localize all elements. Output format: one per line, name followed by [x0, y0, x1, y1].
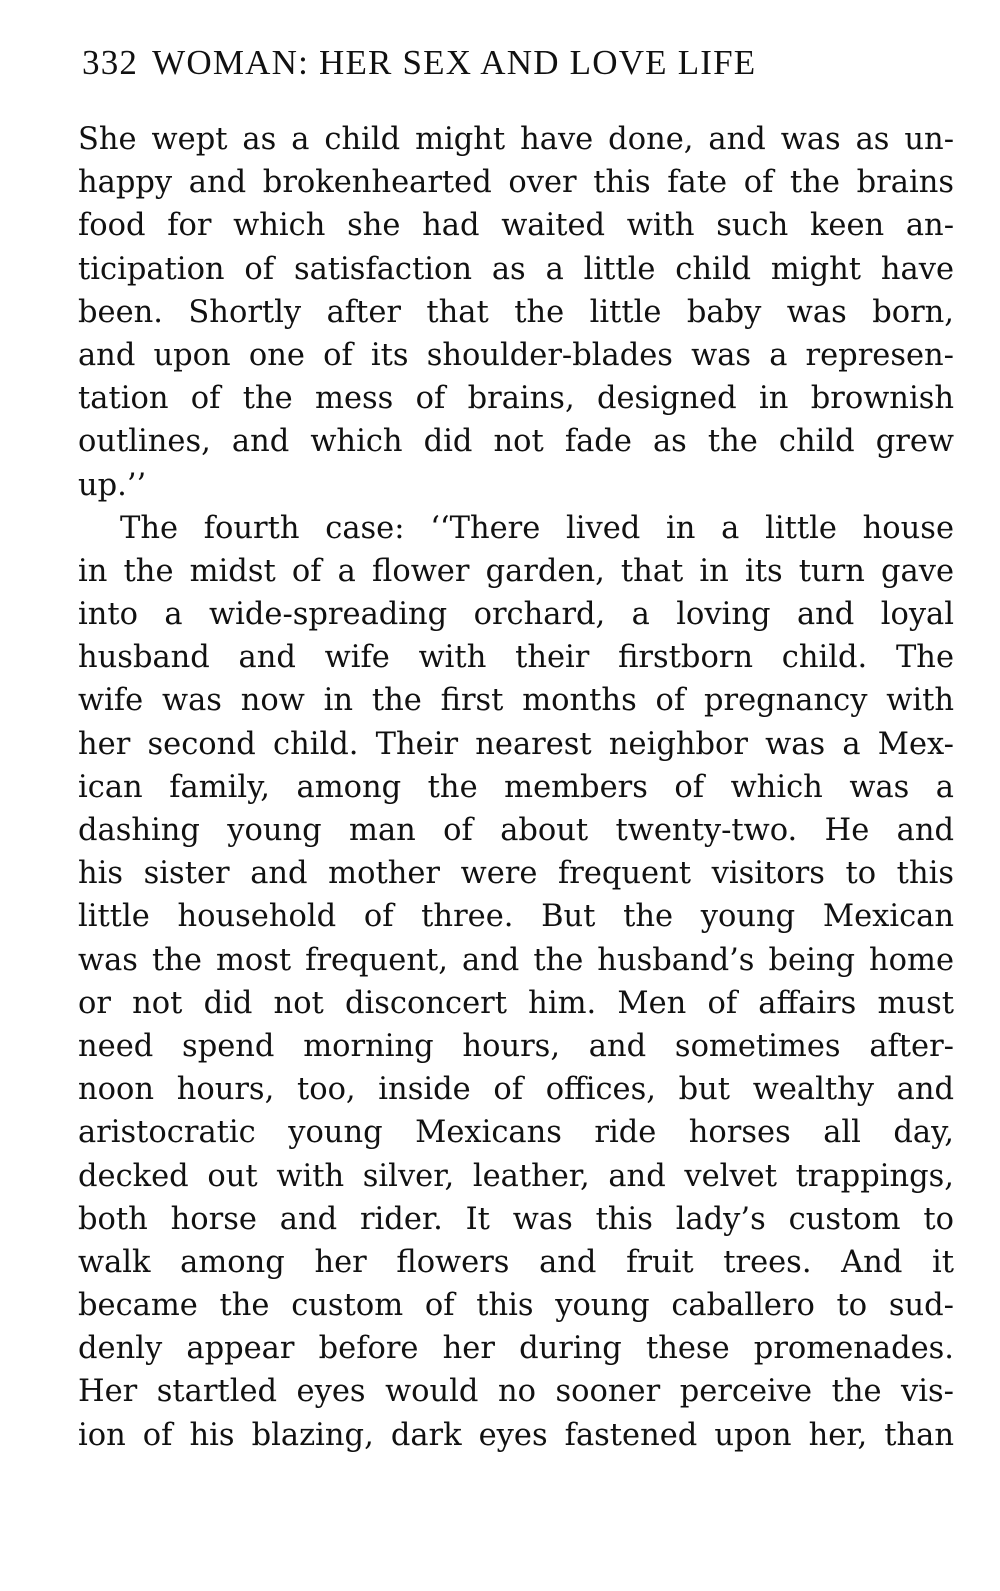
text-line: into a wide-spreading orchard, a loving and loyal: [78, 597, 954, 633]
text-line: decked out with silver, leather, and velvet trappings,: [78, 1158, 954, 1194]
text-line: She wept as a child might have done, and was as un-: [78, 122, 954, 157]
text-line: both horse and rider. It was this lady’s custom to: [78, 1201, 954, 1237]
text-line: was the most frequent, and the husband’s being home: [78, 942, 954, 978]
text-line: dashing young man of about twenty-two. He and: [78, 813, 954, 848]
text-line: up.’’: [78, 467, 147, 503]
text-line: need spend morning hours, and sometimes after-: [78, 1028, 954, 1064]
text-line: became the custom of this young caballero to sud-: [78, 1288, 954, 1324]
text-line: and upon one of its shoulder-blades was a represen-: [78, 337, 954, 373]
text-line: her second child. Their nearest neighbor was a Mex-: [78, 726, 954, 762]
text-line: Her startled eyes would no sooner perceive the vis-: [78, 1374, 954, 1410]
text-line: noon hours, too, inside of offices, but wealthy and: [78, 1072, 954, 1108]
text-line: or not did not disconcert him. Men of affairs must: [78, 985, 954, 1021]
text-line: ticipation of satisfaction as a little child might have: [78, 251, 954, 287]
page-number: 332: [82, 43, 139, 82]
text-line: little household of three. But the young Mexican: [78, 899, 954, 935]
text-line: outlines, and which did not fade as the child grew: [78, 424, 954, 460]
text-line: in the midst of a flower garden, that in its turn gave: [78, 553, 954, 589]
text-line: his sister and mother were frequent visitors to this: [78, 856, 954, 892]
running-title: WOMAN: HER SEX AND LOVE LIFE: [152, 43, 757, 82]
running-head: [82, 38, 954, 88]
text-line: ion of his blazing, dark eyes fastened upon her, than: [78, 1417, 954, 1453]
text-line: wife was now in the first months of pregnancy with: [78, 683, 954, 719]
text-line: food for which she had waited with such keen an-: [78, 208, 954, 244]
book-page: [78, 38, 954, 1457]
text-line: happy and brokenhearted over this fate of the brains: [78, 165, 954, 201]
text-line: denly appear before her during these promenades.: [78, 1331, 954, 1367]
text-line: aristocratic young Mexicans ride horses all day,: [78, 1115, 954, 1151]
text-line: The fourth case: ‘‘There lived in a little house: [120, 510, 954, 546]
text-line: been. Shortly after that the little baby was born,: [78, 294, 954, 330]
text-line: husband and wife with their firstborn child. The: [78, 640, 954, 676]
text-line: ican family, among the members of which was a: [78, 769, 954, 805]
text-line: walk among her flowers and fruit trees. And it: [78, 1244, 954, 1280]
text-line: tation of the mess of brains, designed in brownish: [78, 381, 954, 417]
body-text: [78, 118, 954, 1457]
